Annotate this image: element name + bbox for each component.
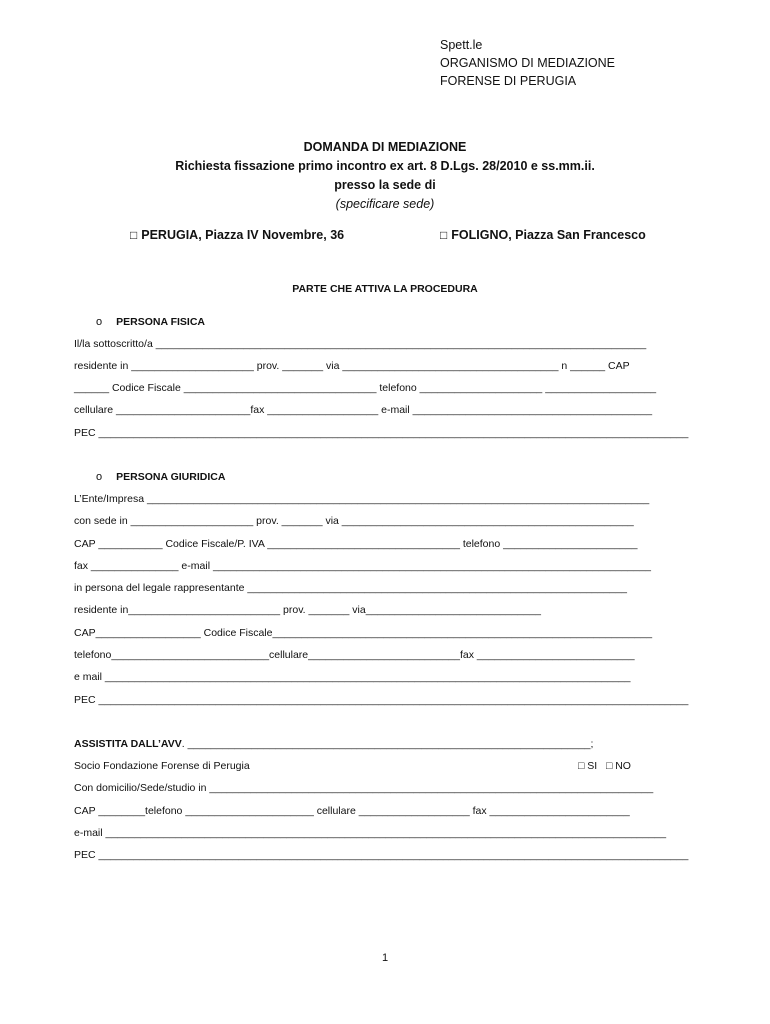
persona-giuridica-label: PERSONA GIURIDICA bbox=[116, 471, 226, 483]
persona-fisica-bullet[interactable]: o bbox=[96, 316, 103, 328]
pg-line-cap-piva[interactable]: CAP ___________ Codice Fiscale/P. IVA _________________________________ telefono _______________________ bbox=[74, 538, 638, 550]
assist-line-email[interactable]: e-mail ________________________________________________________________________________________________ bbox=[74, 827, 667, 839]
sede-perugia-checkbox[interactable]: □ bbox=[130, 228, 138, 242]
persona-fisica-label: PERSONA FISICA bbox=[116, 316, 205, 328]
pg-line-ente[interactable]: L’Ente/Impresa ______________________________________________________________________________________ bbox=[74, 493, 650, 505]
specificare-note: (specificare sede) bbox=[335, 197, 435, 211]
socio-fondazione-label: Socio Fondazione Forense di Perugia bbox=[74, 760, 250, 772]
pf-line-pec[interactable]: PEC _____________________________________________________________________________________________________ bbox=[74, 427, 689, 439]
sede-foligno-label: FOLIGNO, Piazza San Francesco bbox=[451, 228, 646, 242]
pg-line-sede[interactable]: con sede in _____________________ prov. _______ via __________________________________________________ bbox=[74, 515, 634, 527]
persona-fisica-option[interactable] bbox=[96, 316, 205, 328]
addressee-line-3: FORENSE DI PERUGIA bbox=[440, 74, 577, 88]
addressee-line-1: Spett.le bbox=[440, 38, 483, 52]
assistita-label: ASSISTITA DALL’AVV bbox=[74, 738, 182, 750]
pf-line-sottoscritto[interactable]: Il/la sottoscritto/a ____________________________________________________________________________________ bbox=[74, 338, 647, 350]
pg-line-email[interactable]: e mail __________________________________________________________________________________________ bbox=[74, 671, 631, 683]
presso-line: presso la sede di bbox=[334, 178, 436, 192]
pg-line-residente[interactable]: residente in__________________________ prov. _______ via______________________________ bbox=[74, 604, 541, 616]
pg-line-telefono[interactable]: telefono___________________________cellulare__________________________fax ___________________________ bbox=[74, 649, 635, 661]
sede-perugia-option[interactable] bbox=[130, 228, 344, 242]
sede-foligno-option[interactable] bbox=[440, 228, 646, 242]
socio-choice[interactable] bbox=[578, 760, 631, 772]
sede-foligno-checkbox[interactable]: □ bbox=[440, 228, 448, 242]
socio-si-checkbox[interactable]: □ SI bbox=[578, 760, 598, 772]
sede-perugia-label: PERUGIA, Piazza IV Novembre, 36 bbox=[141, 228, 345, 242]
document-subtitle: Richiesta fissazione primo incontro ex art. 8 D.Lgs. 28/2010 e ss.mm.ii. bbox=[175, 159, 595, 173]
socio-no-checkbox[interactable]: □ NO bbox=[605, 760, 631, 772]
pf-line-codice-fiscale[interactable]: ______ Codice Fiscale _________________________________ telefono _____________________ ___________________ bbox=[74, 382, 657, 394]
pg-line-legale-rappresentante[interactable]: in persona del legale rappresentante _________________________________________________________________ bbox=[74, 582, 627, 594]
title-block bbox=[0, 138, 770, 214]
page-number: 1 bbox=[381, 952, 389, 964]
pf-line-cellulare[interactable]: cellulare _______________________fax ___________________ e-mail _________________________________________ bbox=[74, 404, 653, 416]
assistita-line[interactable] bbox=[74, 738, 593, 751]
section-heading: PARTE CHE ATTIVA LA PROCEDURA bbox=[292, 283, 478, 295]
persona-giuridica-bullet[interactable]: o bbox=[96, 471, 103, 483]
addressee-block bbox=[440, 36, 615, 90]
assist-line-pec[interactable]: PEC _____________________________________________________________________________________________________ bbox=[74, 849, 689, 861]
pf-line-residente[interactable]: residente in _____________________ prov. _______ via _____________________________________ n ______ CAP bbox=[74, 360, 630, 372]
persona-giuridica-option[interactable] bbox=[96, 471, 225, 483]
assistita-field[interactable]: . _____________________________________________________________________; bbox=[181, 738, 594, 750]
assist-line-domicilio[interactable]: Con domicilio/Sede/studio in ____________________________________________________________________________ bbox=[74, 782, 654, 794]
addressee-line-2: ORGANISMO DI MEDIAZIONE bbox=[440, 56, 616, 70]
pg-line-pec[interactable]: PEC _____________________________________________________________________________________________________ bbox=[74, 694, 689, 706]
document-title: DOMANDA DI MEDIAZIONE bbox=[303, 140, 467, 154]
pg-line-fax-email[interactable]: fax _______________ e-mail ___________________________________________________________________________ bbox=[74, 560, 651, 572]
pg-line-cap-codice-fiscale[interactable]: CAP__________________ Codice Fiscale_________________________________________________________________ bbox=[74, 627, 653, 639]
assist-line-cap-telefono[interactable]: CAP ________telefono ______________________ cellulare ___________________ fax ________________________ bbox=[74, 805, 630, 817]
